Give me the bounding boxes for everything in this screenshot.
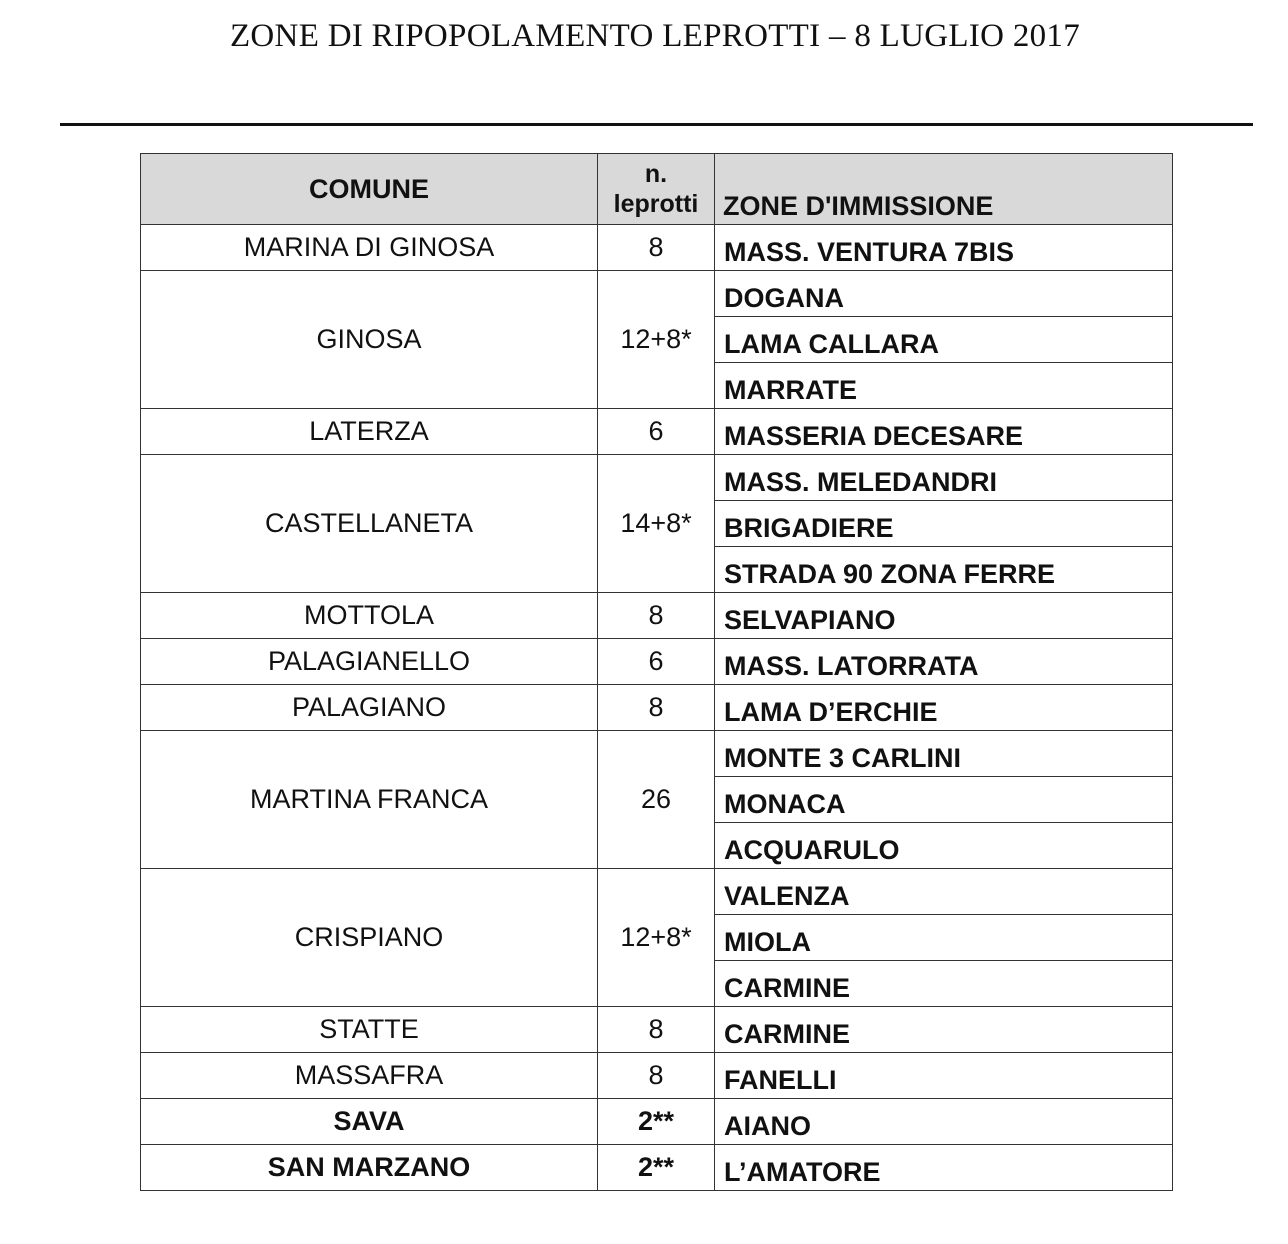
zona-label: BRIGADIERE	[724, 513, 894, 543]
num-leprotti-cell: 12+8*	[598, 869, 715, 1007]
num-leprotti-cell: 8	[598, 685, 715, 731]
zona-label: MASS. VENTURA 7BIS	[724, 237, 1015, 267]
zona-label: MONACA	[724, 789, 846, 819]
zona-label: MASS. MELEDANDRI	[724, 467, 998, 497]
zona-label: MASSERIA DECESARE	[724, 421, 1024, 451]
table-row	[141, 1145, 1173, 1191]
zona-cell	[715, 823, 1173, 869]
zona-cell	[715, 777, 1173, 823]
title-divider	[60, 123, 1253, 126]
zona-label: DOGANA	[724, 283, 844, 313]
table-row	[141, 1007, 1173, 1053]
comune-cell: MOTTOLA	[141, 593, 598, 639]
num-leprotti-cell: 6	[598, 409, 715, 455]
num-leprotti-cell: 12+8*	[598, 271, 715, 409]
table-body	[141, 225, 1173, 1191]
table-row	[141, 593, 1173, 639]
comune-cell: STATTE	[141, 1007, 598, 1053]
zona-cell	[715, 547, 1173, 593]
zona-label: STRADA 90 ZONA FERRE	[724, 559, 1056, 589]
comune-cell: SAN MARZANO	[141, 1145, 598, 1191]
zona-label: MARRATE	[724, 375, 857, 405]
table-row	[141, 1099, 1173, 1145]
header-comune: COMUNE	[141, 154, 598, 225]
table-row	[141, 271, 1173, 317]
table-row	[141, 731, 1173, 777]
header-zone	[715, 154, 1173, 225]
comune-cell: MASSAFRA	[141, 1053, 598, 1099]
zona-cell	[715, 915, 1173, 961]
table-row	[141, 869, 1173, 915]
table-row	[141, 409, 1173, 455]
table-row	[141, 685, 1173, 731]
zona-label: CARMINE	[724, 973, 850, 1003]
table-row	[141, 1053, 1173, 1099]
num-leprotti-cell: 8	[598, 1053, 715, 1099]
table-row	[141, 225, 1173, 271]
num-leprotti-cell: 8	[598, 1007, 715, 1053]
zone-table	[140, 153, 1173, 1191]
comune-cell: PALAGIANO	[141, 685, 598, 731]
comune-cell: MARINA DI GINOSA	[141, 225, 598, 271]
header-num-line1: n.	[644, 160, 668, 188]
zona-cell	[715, 1053, 1173, 1099]
zona-cell	[715, 961, 1173, 1007]
zona-cell	[715, 225, 1173, 271]
table-header-row	[141, 154, 1173, 225]
comune-cell: SAVA	[141, 1099, 598, 1145]
zona-label: AIANO	[724, 1111, 811, 1141]
zona-cell	[715, 639, 1173, 685]
zona-label: FANELLI	[724, 1065, 837, 1095]
zona-cell	[715, 317, 1173, 363]
num-leprotti-cell: 2**	[598, 1099, 715, 1145]
zona-label: CARMINE	[724, 1019, 850, 1049]
header-zone-label: ZONE D'IMMISSIONE	[723, 191, 994, 221]
header-num-line2: leprotti	[613, 190, 699, 218]
num-leprotti-cell: 6	[598, 639, 715, 685]
zona-cell	[715, 685, 1173, 731]
zona-label: ACQUARULO	[724, 835, 900, 865]
comune-cell: CASTELLANETA	[141, 455, 598, 593]
num-leprotti-cell: 8	[598, 225, 715, 271]
zona-label: MONTE 3 CARLINI	[724, 743, 962, 773]
zona-label: VALENZA	[724, 881, 850, 911]
zona-cell	[715, 409, 1173, 455]
comune-cell: CRISPIANO	[141, 869, 598, 1007]
zona-cell	[715, 593, 1173, 639]
comune-cell: MARTINA FRANCA	[141, 731, 598, 869]
zona-cell	[715, 869, 1173, 915]
zona-cell	[715, 731, 1173, 777]
document-title: ZONE DI RIPOPOLAMENTO LEPROTTI – 8 LUGLIO 2017	[229, 18, 1081, 54]
table-row	[141, 455, 1173, 501]
comune-cell: LATERZA	[141, 409, 598, 455]
zona-cell	[715, 1007, 1173, 1053]
zona-cell	[715, 455, 1173, 501]
zona-cell	[715, 271, 1173, 317]
header-num-leprotti	[598, 154, 715, 225]
zona-label: LAMA CALLARA	[724, 329, 939, 359]
zona-cell	[715, 363, 1173, 409]
zona-label: L’AMATORE	[724, 1157, 881, 1187]
comune-cell: GINOSA	[141, 271, 598, 409]
zona-label: SELVAPIANO	[724, 605, 896, 635]
num-leprotti-cell: 2**	[598, 1145, 715, 1191]
num-leprotti-cell: 8	[598, 593, 715, 639]
zona-cell	[715, 1099, 1173, 1145]
zona-cell	[715, 1145, 1173, 1191]
comune-cell: PALAGIANELLO	[141, 639, 598, 685]
num-leprotti-cell: 26	[598, 731, 715, 869]
zona-label: MIOLA	[724, 927, 811, 957]
table-row	[141, 639, 1173, 685]
zona-cell	[715, 501, 1173, 547]
zona-label: MASS. LATORRATA	[724, 651, 979, 681]
num-leprotti-cell: 14+8*	[598, 455, 715, 593]
zona-label: LAMA D’ERCHIE	[724, 697, 938, 727]
